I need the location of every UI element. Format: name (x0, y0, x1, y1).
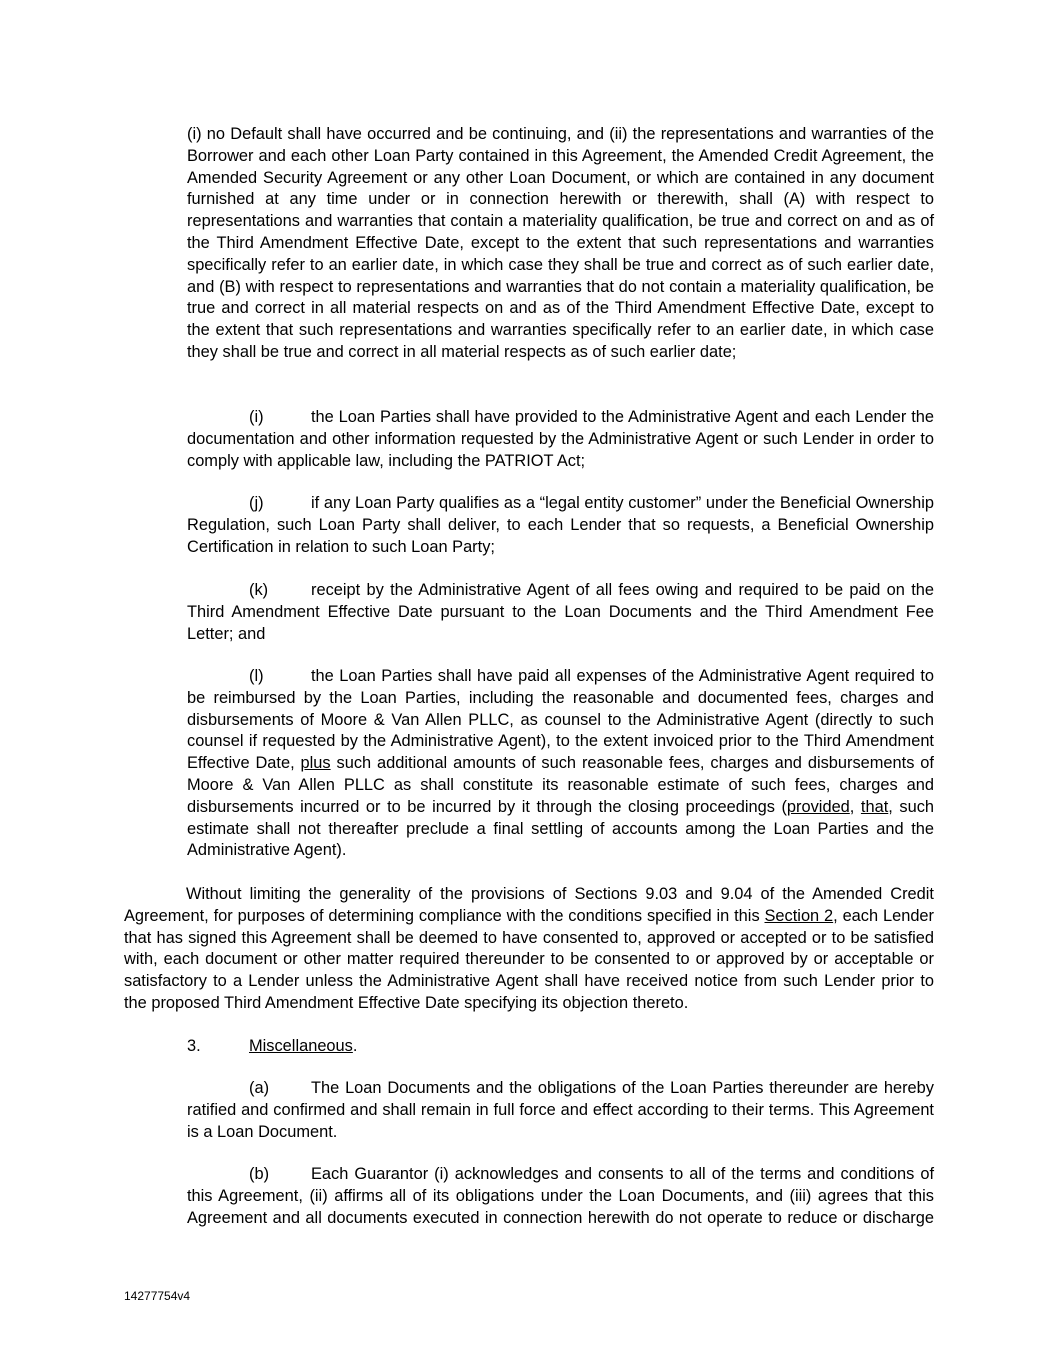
section-3-title: Miscellaneous (249, 1037, 353, 1055)
plus-term: plus (300, 754, 331, 773)
section-3-number: 3. (187, 1037, 201, 1055)
item-i-label: (i) (249, 408, 264, 426)
item-k-label: (k) (249, 581, 269, 599)
provided-term: provided (786, 797, 850, 816)
that-term: that (860, 797, 889, 816)
item-j-text: if any Loan Party qualifies as a “legal entity customer” under the Beneficial Ownership Regulation, such Loan Party shall deliver, to each Lender that so requests, a Beneficial Ownership Certification in relation to such Loan Party; (187, 494, 934, 556)
section-2-reference: Section 2 (764, 906, 834, 925)
continuation-paragraph: (i) no Default shall have occurred and be continuing, and (ii) the representations and warranties of the Borrower and each other Loan Party contained in this Agreement, the Amended Credit Agreement, the Amended Security Agreement or any other Loan Document, or which are contained in any document furnished at any time under or in connection herewith or therewith, shall (A) with respect to representations and warranties that contain a materiality qualification, be true and correct on and as of the Third Amendment Effective Date, except to the extent that such representations and warranties specifically refer to an earlier date, in which case they shall be true and correct as of such earlier date, and (B) with respect to representations and warranties that do not contain a materiality qualification, be true and correct in all material respects on and as of the Third Amendment Effective Date, except to the extent that such representations and warranties specifically refer to an earlier date, in which case they shall be true and correct in all material respects as of such earlier date; (187, 125, 934, 361)
item-j-paragraph (187, 493, 934, 558)
item-a-label: (a) (249, 1079, 270, 1097)
item-b-paragraph (187, 1164, 934, 1229)
item-b-text: Each Guarantor (i) acknowledges and consents to all of the terms and conditions of this Agreement, (ii) affirms all of its obligations under the Loan Documents, and (iii) agrees that this Agreement and all documents executed in connection herewith do not operate to reduce or discharge (187, 1165, 934, 1227)
item-l-label: (l) (249, 667, 264, 685)
document-id-footer: 14277754v4 (124, 1289, 191, 1303)
item-a-text: The Loan Documents and the obligations of the Loan Parties thereunder are hereby ratified and confirmed and shall remain in full force and effect according to their terms. This Agreement is a Loan Document. (187, 1079, 934, 1141)
item-j-label: (j) (249, 494, 264, 512)
item-a-paragraph (187, 1078, 934, 1143)
item-b-label: (b) (249, 1165, 270, 1183)
item-l-paragraph: (l) the Loan Parties shall have paid all expenses of the Administrative Agent required to be reimbursed by the Loan Parties, including the reasonable and documented fees, charges and disbursements of Moore & Van Allen PLLC, as counsel to the Administrative Agent (directly to such counsel if requested by the Administrative Agent), to the extent invoiced prior to the Third Amendment Effective Date, plus such additional amounts of such reasonable fees, charges and disbursements of Moore & Van Allen PLLC as shall constitute its reasonable estimate of such fees, charges and disbursements incurred or to be incurred by it through the closing proceedings (provided, that, such estimate shall not thereafter preclude a final settling of accounts among the Loan Parties and the Administrative Agent). (187, 667, 935, 860)
section-3-heading: 3. Miscellaneous. (187, 1036, 357, 1058)
item-k-text: receipt by the Administrative Agent of all fees owing and required to be paid on the Third Amendment Effective Date pursuant to the Loan Documents and the Third Amendment Fee Letter; and (187, 581, 934, 643)
item-i-text: the Loan Parties shall have provided to the Administrative Agent and each Lender the documentation and other information requested by the Administrative Agent or such Lender in order to comply with applicable law, including the PATRIOT Act; (187, 408, 934, 470)
item-i-paragraph (187, 407, 934, 472)
without-limiting-paragraph: Without limiting the generality of the provisions of Sections 9.03 and 9.04 of the Amended Credit Agreement, for purposes of determining compliance with the conditions specified in this Section 2, each Lender that has signed this Agreement shall be deemed to have consented to, approved or accepted or to be satisfied with, each document or other matter required thereunder to be consented to or approved by or acceptable or satisfactory to a Lender unless the Administrative Agent shall have received notice from such Lender prior to the proposed Third Amendment Effective Date specifying its objection thereto. (124, 885, 935, 1012)
item-k-paragraph (187, 580, 934, 645)
